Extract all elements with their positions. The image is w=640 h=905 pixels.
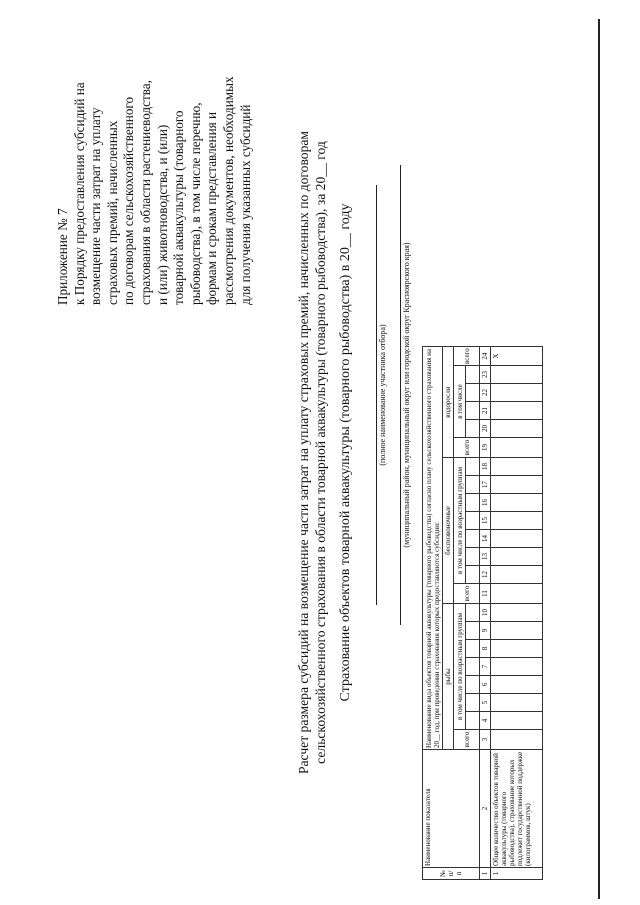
table-row: 1 Общее количество объектов товарной аквакультуры (товарного рыбоводства), страхование которых подлежит государственной поддержке (килограммов, штук) X xyxy=(491,347,543,880)
participant-caption: (полное наименование участника отбора) xyxy=(378,324,387,466)
row-x-mark: X xyxy=(491,347,543,366)
header-inv-total: всего xyxy=(454,584,480,604)
municipality-caption: (муниципальный район, муниципальный округ или городской округ Красноярского края) xyxy=(402,242,411,548)
appendix-line: по договорам сельскохозяйственного xyxy=(121,96,137,305)
header-grand-total: всего xyxy=(454,347,480,366)
header-fish-total: всего xyxy=(454,730,480,750)
header-algae-total: всего xyxy=(454,438,480,458)
header-fish: рыбы xyxy=(443,604,454,750)
appendix-line: Приложение № 7 xyxy=(55,208,70,305)
appendix-line: рассмотрения документов, необходимых xyxy=(220,76,236,305)
header-group: Наименование вида объектов товарной аквакультуры (товарного рыбоводства) согласно плану сельскохозяйственного страхования на 20__ год, при проведении страхования которых предоставляются субсидии: xyxy=(423,347,443,750)
appendix-line: страхования в области растениеводства, xyxy=(137,80,153,305)
header-num: № п/п xyxy=(423,868,480,880)
header-algae: водоросли xyxy=(443,347,454,458)
header-invertebrates: беспозвоночные xyxy=(443,458,454,604)
header-inv-age: в том числе по возрастным группам xyxy=(454,458,466,584)
appendix-line: и (или) животноводства, и (или) xyxy=(154,124,170,305)
title-line-1: Расчет размера субсидий на возмещение части затрат на уплату страховых премий, начисленных по договорам xyxy=(296,130,311,775)
bottom-rule xyxy=(598,19,600,899)
header-indicator-name: Наименование показателя xyxy=(423,750,480,868)
calculation-table xyxy=(422,346,543,880)
appendix-line: страховых премий, начисленных xyxy=(104,120,120,305)
header-fish-age: в том числе по возрастным группам xyxy=(454,604,466,730)
appendix-line: товарной аквакультуры (товарного xyxy=(171,110,187,305)
appendix-line: для получения указанных субсидий xyxy=(237,104,253,305)
municipality-underline xyxy=(400,165,401,625)
header-algae-incl: в том числе xyxy=(454,366,466,438)
appendix-line: возмещение части затрат на уплату xyxy=(88,107,104,305)
appendix-block xyxy=(55,5,254,305)
appendix-line: рыбоводства), в том числе перечню, xyxy=(187,102,203,305)
appendix-line: формам и срокам представления и xyxy=(204,111,220,305)
column-number-row: 1 2 3 4 5 6 7 8 9 10 11 12 13 14 15 16 17 18 19 20 21 22 23 24 xyxy=(480,347,491,880)
document-title xyxy=(295,0,329,905)
row-label: Общее количество объектов товарной аквакультуры (товарного рыбоводства), страхование которых подлежит государственной поддержке (килограммов, штук) xyxy=(491,750,543,868)
title-line-2: сельскохозяйственного страхования в области товарной аквакультуры (товарного рыбоводства), за 20__ год xyxy=(313,141,328,764)
appendix-line: к Порядку предоставления субсидий на xyxy=(71,82,87,305)
participant-underline xyxy=(376,185,377,605)
section-subtitle: Страхование объектов товарной аквакультуры (товарного рыбоводства) в 20__ году xyxy=(338,203,353,702)
